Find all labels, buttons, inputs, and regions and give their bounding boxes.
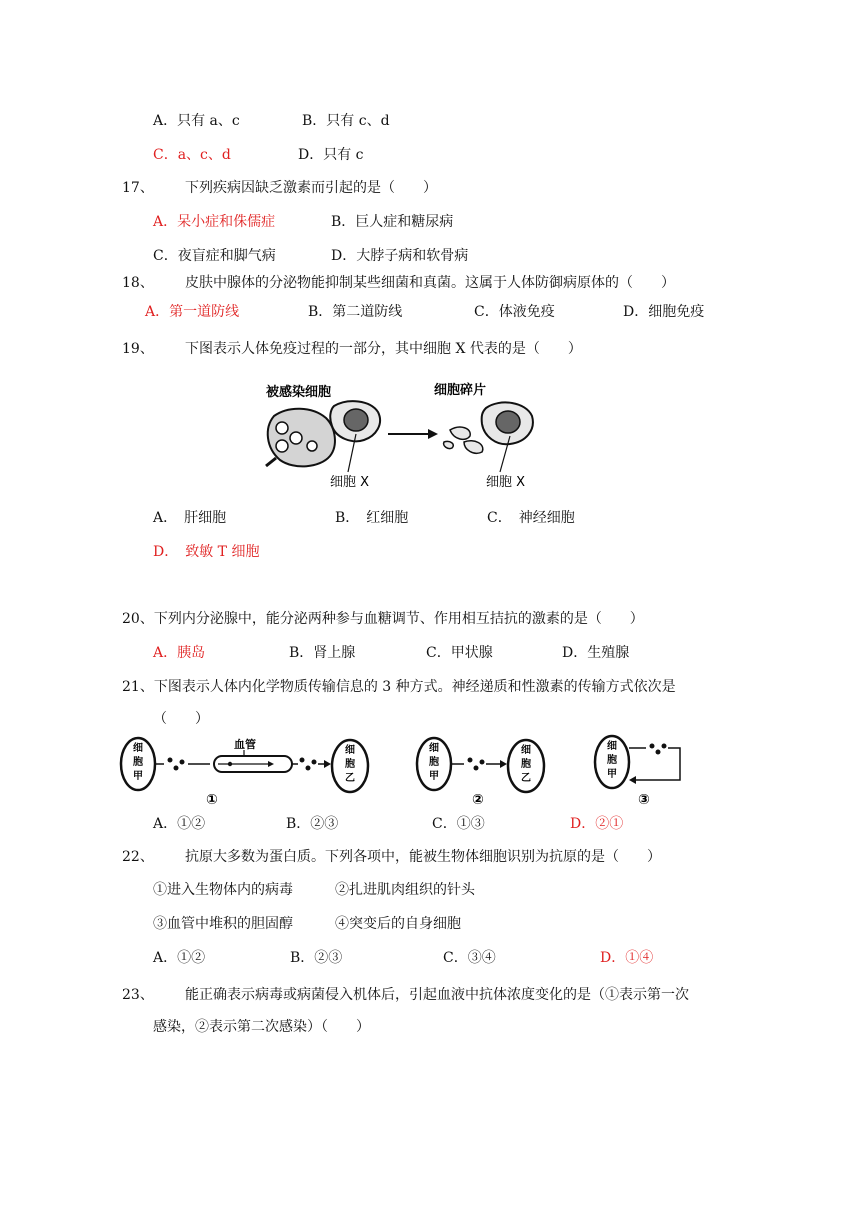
- svg-text:甲: 甲: [607, 769, 617, 780]
- label-vessel: 血管: [234, 738, 256, 751]
- svg-text:胞: 胞: [133, 757, 143, 768]
- label-cell-fragments: 细胞碎片: [434, 383, 487, 398]
- q22-number: 22、: [122, 849, 154, 865]
- q19-option-d: D． 致敏 T 细胞: [153, 544, 260, 560]
- q22-item-2: ②扎进肌肉组织的针头: [335, 882, 475, 898]
- diagram-2: [417, 738, 544, 808]
- diagram-3: [595, 736, 680, 808]
- label-cell-x-left: 细胞 X: [330, 475, 370, 490]
- infected-cell: [266, 409, 335, 467]
- q21-option-b: B．②③: [286, 816, 339, 832]
- q21-option-a: A．①②: [153, 816, 206, 832]
- cell-jia-3: 细: [607, 741, 617, 752]
- q22-stem: 抗原大多数为蛋白质。下列各项中，能被生物体细胞识别为抗原的是（ ）: [185, 849, 661, 865]
- q23-stem-line-2: 感染，②表示第二次感染）（ ）: [153, 1019, 370, 1035]
- q17-stem: 下列疾病因缺乏激素而引起的是（ ）: [185, 180, 437, 196]
- svg-text:胞: 胞: [429, 757, 439, 768]
- q21-stem: 21、下图表示人体内化学物质传输信息的 3 种方式。神经递质和性激素的传输方式依次是: [122, 679, 676, 695]
- q16-option-d: D．只有 c: [298, 147, 364, 163]
- diagram-1: [121, 737, 368, 808]
- q23-stem: 能正确表示病毒或病菌侵入机体后，引起血液中抗体浓度变化的是（①表示第一次: [185, 987, 689, 1003]
- q21-paren: （ ）: [153, 711, 209, 727]
- svg-text:甲: 甲: [133, 771, 143, 782]
- q19-number: 19、: [122, 341, 154, 357]
- q22-item-4: ④突变后的自身细胞: [335, 916, 461, 932]
- q17-option-b: B．巨人症和糖尿病: [331, 214, 454, 230]
- diagram-2-number: ②: [472, 792, 484, 808]
- q22-option-d: D．①④: [600, 950, 654, 966]
- q18-stem: 皮肤中腺体的分泌物能抑制某些细菌和真菌。这属于人体防御病原体的（ ）: [185, 275, 675, 291]
- q18-option-b: B．第二道防线: [308, 304, 403, 320]
- q21-option-d: D．②①: [570, 816, 624, 832]
- q22-item-1: ①进入生物体内的病毒: [153, 882, 293, 898]
- q17-option-a: A．呆小症和侏儒症: [153, 214, 276, 230]
- q22-option-b: B．②③: [290, 950, 343, 966]
- svg-text:胞: 胞: [607, 755, 617, 766]
- label-infected-cell: 被感染细胞: [266, 385, 332, 400]
- diagram-1-number: ①: [206, 792, 218, 808]
- q16-option-a: A．只有 a、c: [153, 113, 240, 129]
- q17-option-d: D．大脖子病和软骨病: [331, 248, 469, 264]
- q17-number: 17、: [122, 180, 154, 196]
- svg-text:胞: 胞: [345, 759, 355, 770]
- q20-option-c: C．甲状腺: [426, 645, 493, 661]
- q16-option-b: B．只有 c、d: [302, 113, 390, 129]
- cell-yi-2: 细: [521, 745, 531, 756]
- cell-fragments: [444, 427, 483, 453]
- q18-option-c: C．体液免疫: [474, 304, 555, 320]
- q22-option-a: A．①②: [153, 950, 206, 966]
- q22-item-3: ③血管中堆积的胆固醇: [153, 916, 293, 932]
- q20-option-b: B．肾上腺: [289, 645, 356, 661]
- q18-option-d: D．细胞免疫: [623, 304, 705, 320]
- q19-stem: 下图表示人体免疫过程的一部分，其中细胞 X 代表的是（ ）: [185, 341, 582, 357]
- cell-x-right: [482, 402, 533, 472]
- q19-option-b: B． 红细胞: [335, 510, 409, 526]
- label-cell-x-right: 细胞 X: [486, 475, 526, 490]
- svg-text:乙: 乙: [521, 773, 531, 784]
- cell-jia-2: 细: [429, 743, 439, 754]
- svg-text:甲: 甲: [429, 771, 439, 782]
- q19-option-c: C． 神经细胞: [487, 510, 575, 526]
- q18-option-a: A．第一道防线: [145, 304, 240, 320]
- signal-transmission-figure: [118, 734, 692, 810]
- q20-stem: 20、下列内分泌腺中，能分泌两种参与血糖调节、作用相互拮抗的激素的是（ ）: [122, 611, 644, 627]
- svg-text:乙: 乙: [345, 773, 355, 784]
- q18-number: 18、: [122, 275, 154, 291]
- q21-option-c: C．①③: [432, 816, 485, 832]
- q17-option-c: C．夜盲症和脚气病: [153, 248, 276, 264]
- q23-number: 23、: [122, 987, 154, 1003]
- cell-x-left: [330, 401, 380, 472]
- immune-process-figure: [260, 376, 560, 496]
- q19-option-a: A． 肝细胞: [153, 510, 227, 526]
- cell-jia-1: 细: [133, 743, 143, 754]
- q16-option-c: C．a、c、d: [153, 147, 231, 163]
- q20-option-a: A．胰岛: [153, 645, 206, 661]
- q22-option-c: C．③④: [443, 950, 496, 966]
- cell-yi-1: 细: [345, 745, 355, 756]
- svg-text:胞: 胞: [521, 759, 531, 770]
- diagram-3-number: ③: [638, 792, 650, 808]
- q20-option-d: D．生殖腺: [562, 645, 630, 661]
